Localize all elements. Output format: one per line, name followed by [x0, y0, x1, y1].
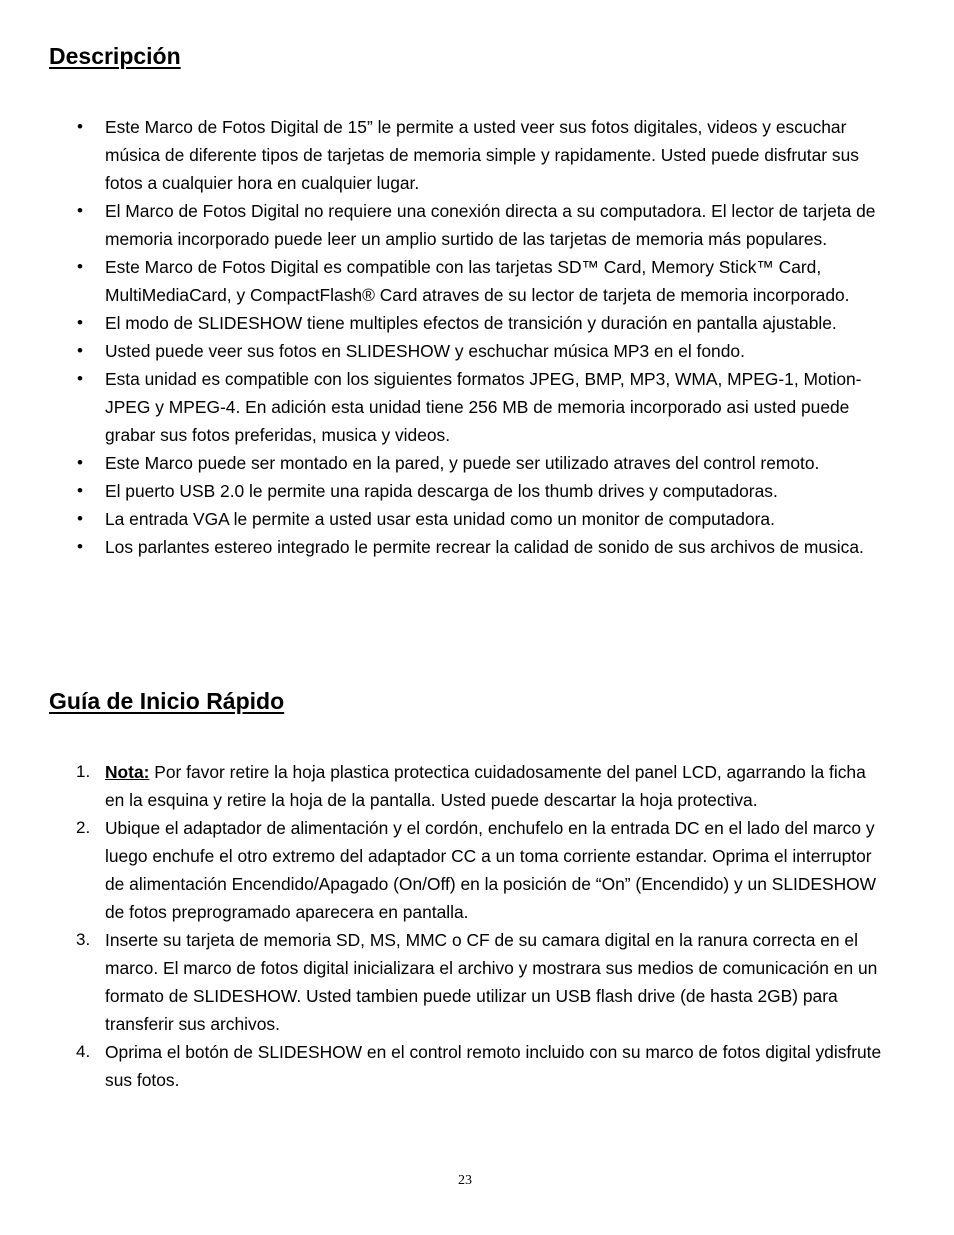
- list-item-text: Este Marco de Fotos Digital es compatible con las tarjetas SD™ Card, Memory Stick™ Card, MultiMediaCard, y CompactFlash® Card atraves de su lector de tarjeta de memoria incorporado.: [105, 257, 850, 305]
- step-item: [0, 926, 885, 1038]
- step-text: Por favor retire la hoja plastica protectica cuidadosamente del panel LCD, agarrando la ficha en la esquina y retire la hoja de la pantalla. Usted puede descartar la hoja protectiva.: [105, 762, 866, 810]
- list-item-text: El modo de SLIDESHOW tiene multiples efectos de transición y duración en pantalla ajustable.: [105, 313, 837, 333]
- bullet-marker: •: [77, 537, 83, 556]
- list-item: [0, 113, 885, 197]
- list-item: [0, 337, 885, 365]
- bullet-marker: •: [77, 453, 83, 472]
- list-item: [0, 365, 885, 449]
- step-item: [0, 814, 885, 926]
- list-item-text: El Marco de Fotos Digital no requiere una conexión directa a su computadora. El lector de tarjeta de memoria incorporado puede leer un amplio surtido de las tarjetas de memoria más populares.: [105, 201, 876, 249]
- list-item: [0, 449, 885, 477]
- bullet-marker: •: [77, 117, 83, 136]
- list-item-text: El puerto USB 2.0 le permite una rapida descarga de los thumb drives y computadoras.: [105, 481, 778, 501]
- bullet-marker: •: [77, 341, 83, 360]
- list-item-text: Este Marco de Fotos Digital de 15” le permite a usted veer sus fotos digitales, videos y escuchar música de diferente tipos de tarjetas de memoria simple y rapidamente. Usted puede disfrutar sus fotos a cualquier hora en cualquier lugar.: [105, 117, 859, 193]
- quick-start-steps-list: [0, 758, 954, 1094]
- list-item: [0, 505, 885, 533]
- list-item: [0, 309, 885, 337]
- list-item: [0, 197, 885, 253]
- step-text: Inserte su tarjeta de memoria SD, MS, MMC o CF de su camara digital en la ranura correcta en el marco. El marco de fotos digital inicializara el archivo y mostrara sus medios de comunicación en un formato de SLIDESHOW. Usted tambien puede utilizar un USB flash drive (de hasta 2GB) para transferir sus archivos.: [105, 930, 878, 1034]
- section-heading-guia-inicio-rapido: Guía de Inicio Rápido: [49, 688, 285, 714]
- step-number: 2.: [76, 818, 91, 837]
- list-item-text: La entrada VGA le permite a usted usar esta unidad como un monitor de computadora.: [105, 509, 775, 529]
- step-number: 1.: [76, 762, 91, 781]
- description-bullet-list: [0, 113, 954, 561]
- note-label: Nota:: [105, 762, 150, 782]
- list-item-text: Usted puede veer sus fotos en SLIDESHOW y eschuchar música MP3 en el fondo.: [105, 341, 745, 361]
- step-text: Oprima el botón de SLIDESHOW en el control remoto incluido con su marco de fotos digital ydisfrute sus fotos.: [105, 1042, 882, 1090]
- list-item: [0, 477, 885, 505]
- step-text: Ubique el adaptador de alimentación y el cordón, enchufelo en la entrada DC en el lado del marco y luego enchufe el otro extremo del adaptador CC a un toma corriente estandar. Oprima el interruptor de alimentación Encendido/Apagado (On/Off) en la posición de “On” (Encendido) y un SLIDESHOW de fotos preprogramado aparecera en pantalla.: [105, 818, 877, 922]
- list-item: [0, 253, 885, 309]
- step-item: [0, 758, 885, 814]
- bullet-marker: •: [77, 313, 83, 332]
- bullet-marker: •: [77, 369, 83, 388]
- list-item-text: Esta unidad es compatible con los siguientes formatos JPEG, BMP, MP3, WMA, MPEG-1, Motion- JPEG y MPEG-4. En adición esta unidad tiene 256 MB de memoria incorporado asi usted puede grabar sus fotos preferidas, musica y videos.: [105, 369, 862, 445]
- list-item-text: Los parlantes estereo integrado le permite recrear la calidad de sonido de sus archivos de musica.: [105, 537, 864, 557]
- bullet-marker: •: [77, 201, 83, 220]
- bullet-marker: •: [77, 257, 83, 276]
- step-number: 3.: [76, 930, 91, 949]
- bullet-marker: •: [77, 481, 83, 500]
- step-item: [0, 1038, 885, 1094]
- bullet-marker: •: [77, 509, 83, 528]
- list-item-text: Este Marco puede ser montado en la pared, y puede ser utilizado atraves del control remoto.: [105, 453, 820, 473]
- step-number: 4.: [76, 1042, 91, 1061]
- list-item: [0, 533, 885, 561]
- section-heading-descripcion: Descripción: [49, 43, 181, 69]
- page-number: 23: [458, 1173, 472, 1188]
